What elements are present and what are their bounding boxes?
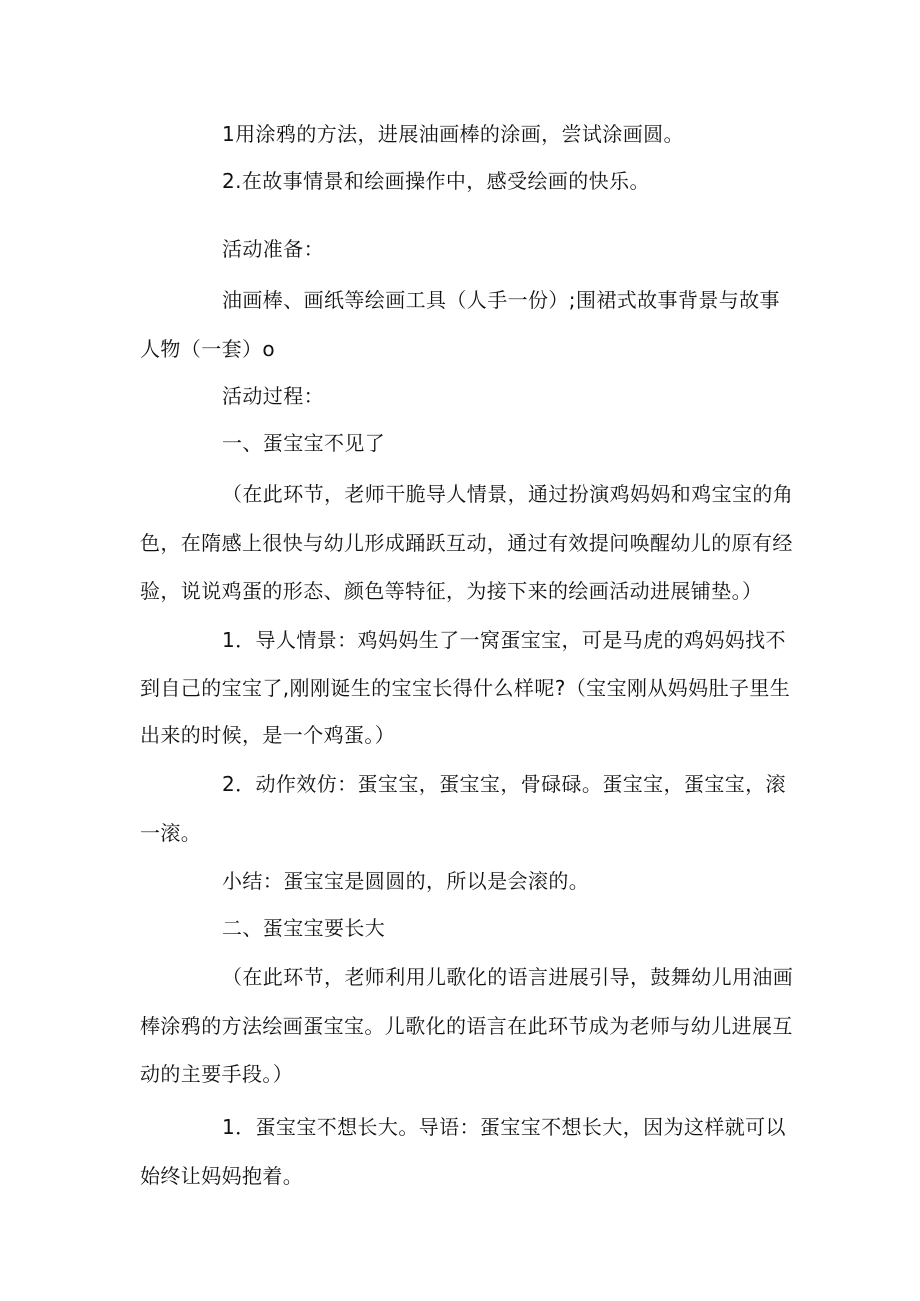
objective-2: 2.在故事情景和绘画操作中，感受绘画的快乐。 — [222, 169, 650, 193]
section1-step2-line-2: 一滚。 — [140, 821, 202, 845]
section1-summary: 小结：蛋宝宝是圆圆的，所以是会滚的。 — [222, 869, 590, 893]
section1-title: 一、蛋宝宝不见了 — [222, 431, 386, 455]
section1-note-line-3: 验，说说鸡蛋的形态、颜色等特征，为接下来的绘画活动进展铺垫。） — [140, 579, 763, 603]
section1-note-line-1: （在此环节，老师干脆导人情景，通过扮演鸡妈妈和鸡宝宝的角 — [222, 482, 794, 506]
section1-step1-line-1: 1．导人情景：鸡妈妈生了一窝蛋宝宝，可是马虎的鸡妈妈找不 — [222, 628, 786, 652]
section1-step1-line-3: 出来的时候，是一个鸡蛋。） — [140, 723, 396, 747]
section1-note-line-2: 色，在隋感上很快与幼儿形成踊跃互动，通过有效提问唤醒幼儿的原有经 — [140, 531, 793, 555]
process-heading: 活动过程： — [222, 384, 324, 408]
section2-title: 二、蛋宝宝要长大 — [222, 916, 386, 940]
preparation-heading: 活动准备： — [222, 237, 324, 261]
preparation-text-line-1: 油画棒、画纸等绘画工具（人手一份）;围裙式故事背景与故事 — [222, 288, 780, 312]
section2-note-line-3: 动的主要手段。） — [140, 1062, 294, 1086]
objective-1: 1用涂鸦的方法，进展油画棒的涂画，尝试涂画圆。 — [222, 122, 684, 146]
section2-step1-line-1: 1．蛋宝宝不想长大。导语：蛋宝宝不想长大，因为这样就可以 — [222, 1115, 786, 1139]
section1-step1-line-2: 到自己的宝宝了,刚刚诞生的宝宝长得什么样呢?（宝宝刚从妈妈肚子里生 — [140, 676, 791, 700]
section2-note-line-1: （在此环节，老师利用儿歌化的语言进展引导，鼓舞幼儿用油画 — [222, 965, 794, 989]
section2-note-line-2: 棒涂鸦的方法绘画蛋宝宝。儿歌化的语言在此环节成为老师与幼儿进展互 — [140, 1014, 793, 1038]
section2-step1-line-2: 始终让妈妈抱着。 — [140, 1164, 304, 1188]
preparation-text-line-2: 人物（一套）o — [140, 337, 276, 361]
section1-step2-line-1: 2．动作效仿：蛋宝宝，蛋宝宝，骨碌碌。蛋宝宝，蛋宝宝，滚 — [222, 772, 786, 796]
